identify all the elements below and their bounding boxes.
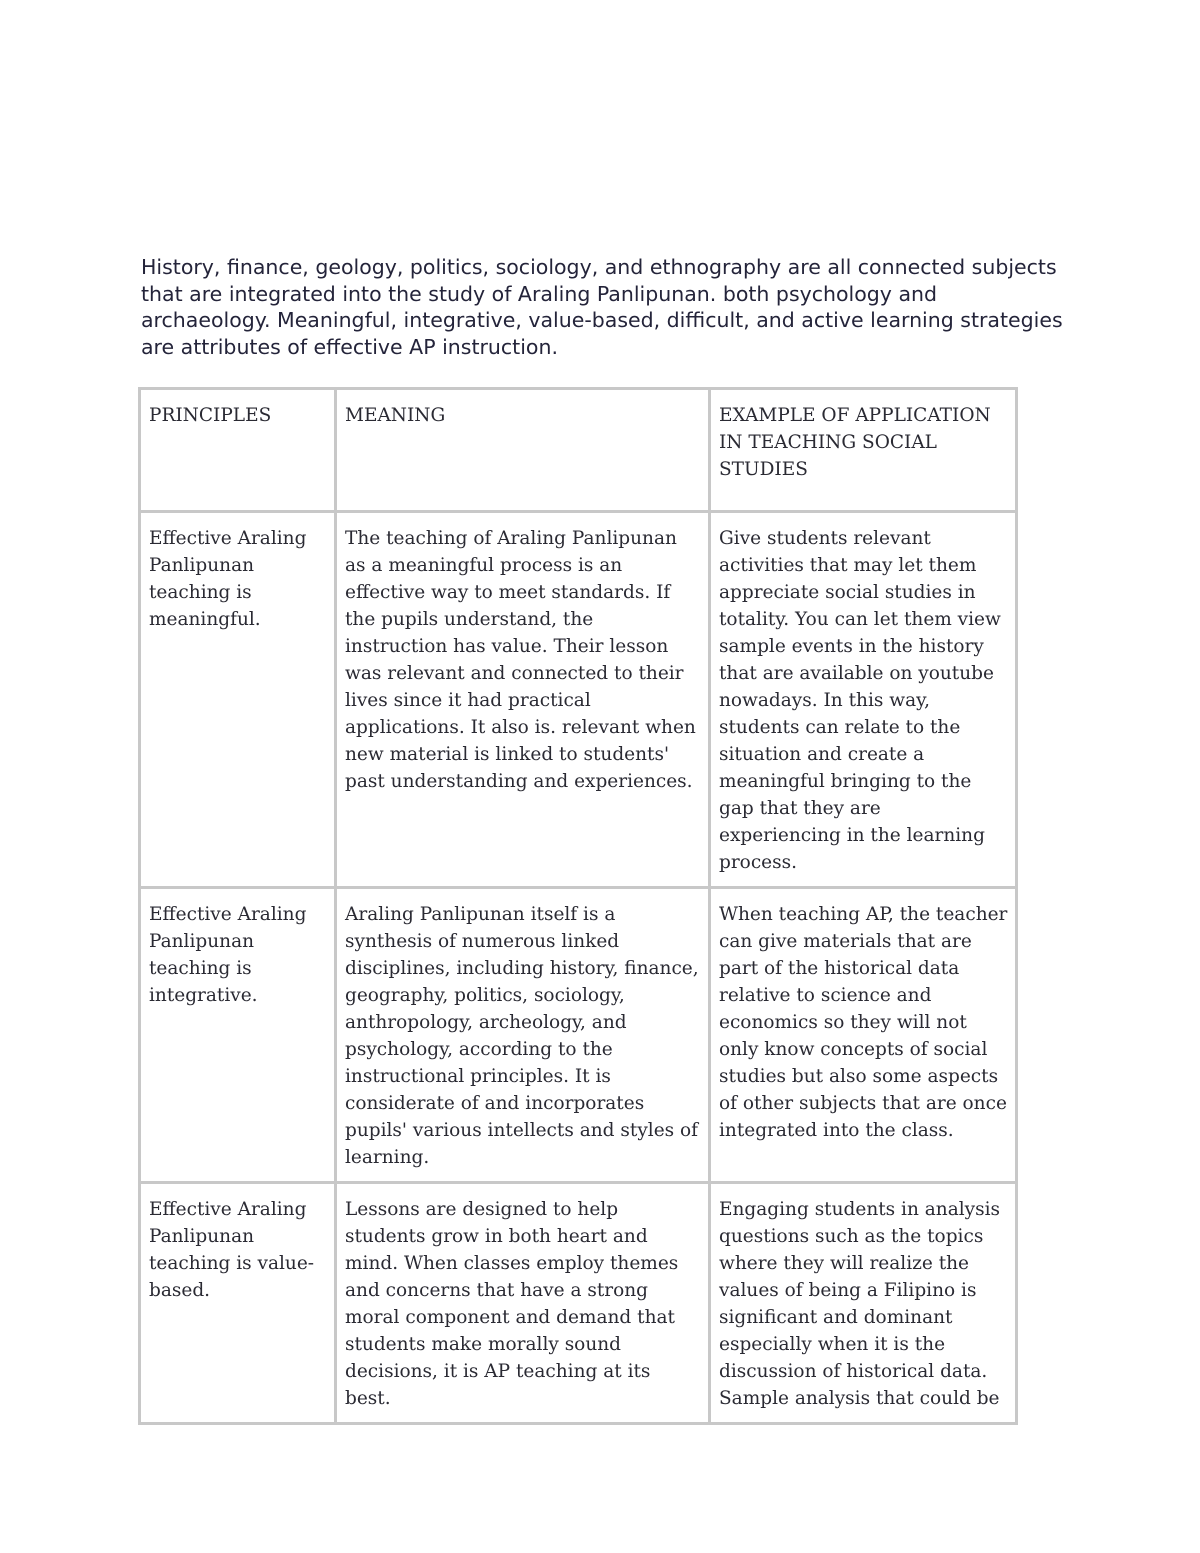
table-row <box>140 888 1017 1183</box>
example-cell: When teaching AP, the teacher can give materials that are part of the historical data relative to science and economics so they will not only know concepts of social studies but also some aspects of other subjects that are once integrated into the class. <box>710 888 1017 1183</box>
header-example: EXAMPLE OF APPLICATION IN TEACHING SOCIAL STUDIES <box>710 389 1017 512</box>
header-meaning: MEANING <box>336 389 710 512</box>
example-cell: Engaging students in analysis questions such as the topics where they will realize the values of being a Filipino is significant and dominant especially when it is the discussion of historical data. Sample analysis that could be <box>710 1183 1017 1424</box>
principle-cell: Effective Araling Panlipunan teaching is meaningful. <box>140 512 336 888</box>
principles-table <box>138 387 1018 1425</box>
table-row <box>140 1183 1017 1424</box>
meaning-cell: Lessons are designed to help students grow in both heart and mind. When classes employ themes and concerns that have a strong moral component and demand that students make morally sound decisions, it is AP teaching at its best. <box>336 1183 710 1424</box>
meaning-cell: The teaching of Araling Panlipunan as a meaningful process is an effective way to meet standards. If the pupils understand, the instruction has value. Their lesson was relevant and connected to their lives since it had practical applications. It also is. relevant when new material is linked to students' past understanding and experiences. <box>336 512 710 888</box>
meaning-cell: Araling Panlipunan itself is a synthesis of numerous linked disciplines, including history, finance, geography, politics, sociology, anthropology, archeology, and psychology, according to the instructional principles. It is considerate of and incorporates pupils' various intellects and styles of learning. <box>336 888 710 1183</box>
table-row <box>140 512 1017 888</box>
principle-cell: Effective Araling Panlipunan teaching is value-based. <box>140 1183 336 1424</box>
intro-paragraph: History, finance, geology, politics, sociology, and ethnography are all connected subjects that are integrated into the study of Araling Panlipunan. both psychology and archaeology. Meaningful, integrative, value-based, difficult, and active learning strategies are attributes of effective AP instruction. <box>141 255 1063 359</box>
table-header-row <box>140 389 1017 512</box>
example-cell: Give students relevant activities that may let them appreciate social studies in totality. You can let them view sample events in the history that are available on youtube nowadays. In this way, students can relate to the situation and create a meaningful bringing to the gap that they are experiencing in the learning process. <box>710 512 1017 888</box>
principle-cell: Effective Araling Panlipunan teaching is integrative. <box>140 888 336 1183</box>
header-principles: PRINCIPLES <box>140 389 336 512</box>
